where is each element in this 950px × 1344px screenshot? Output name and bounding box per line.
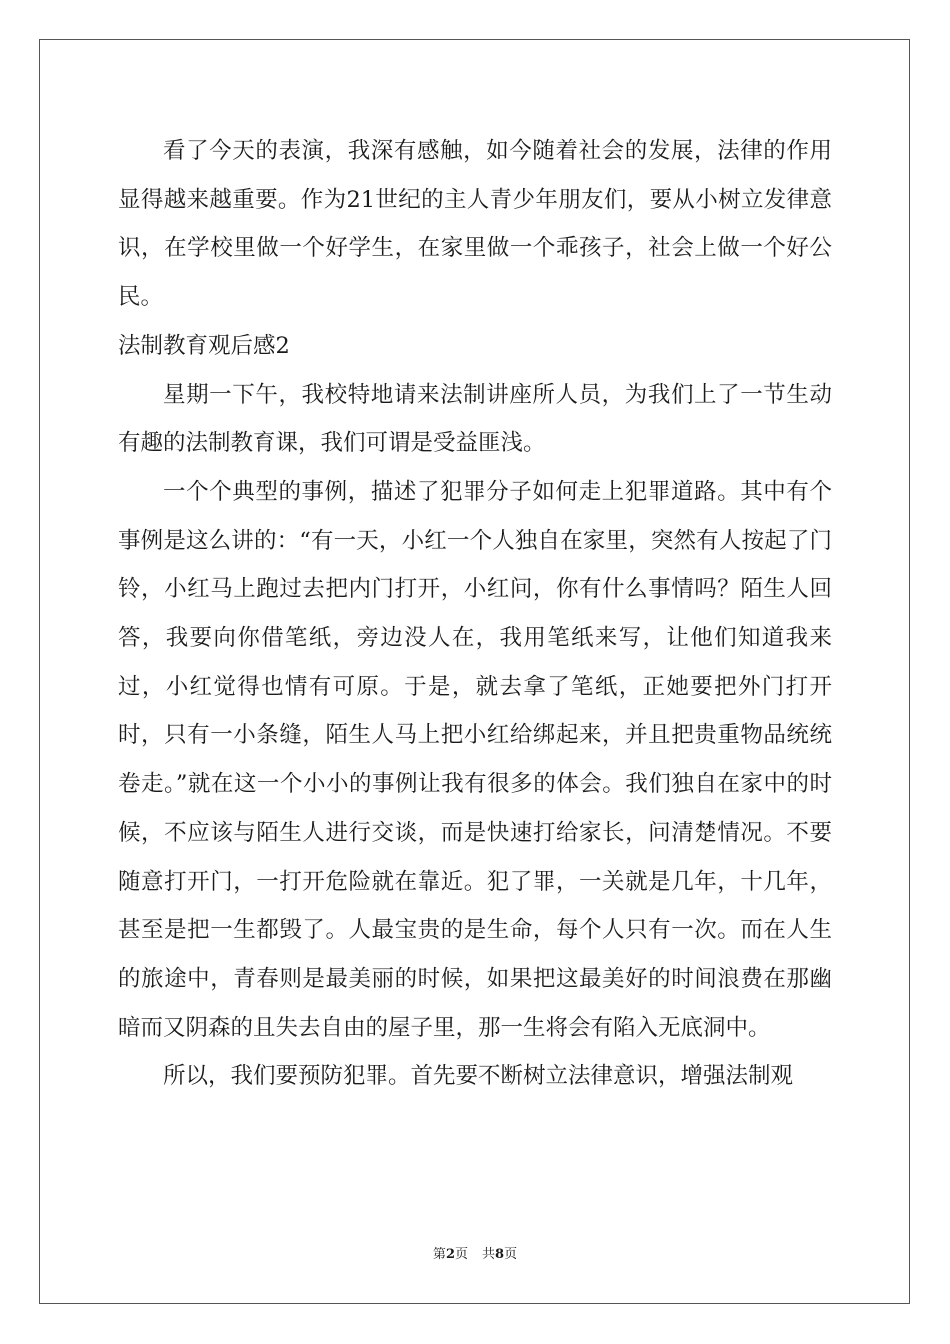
paragraph-2: 星期一下午，我校特地请来法制讲座所人员，为我们上了一节生动有趣的法制教育课，我们可谓是受益匪浅。 (118, 381, 832, 457)
page-suffix: 页 (454, 1247, 468, 1262)
paragraph-3: 一个个典型的事例，描述了犯罪分子如何走上犯罪道路。其中有个事例是这么讲的：“有一天，小红一个人独自在家里，突然有人按起了门铃，小红马上跑过去把内门打开，小红问，你有什么事情吗？陌生人回答，我要向你借笔纸，旁边没人在，我用笔纸来写，让他们知道我来过，小红觉得也情有可原。于是，就去拿了笔纸，正她要把外门打开时，只有一小条缝，陌生人马上把小红给绑起来，并且把贵重物品统统卷走。”就在这一个小小的事例让我有很多的体会。我们独自在家中的时候，不应该与陌生人进行交谈，而是快速打给家长，问清楚情况。不要随意打开门，一打开危险就在靠近。犯了罪，一关就是几年，十几年，甚至是把一生都毁了。人最宝贵的是生命，每个人只有一次。而在人生的旅途中，青春则是最美丽的时候，如果把这最美好的时间浪费在那幽暗而又阴森的且失去自由的屋子里，那一生将会有陷入无底洞中。 (118, 478, 832, 1041)
page-footer (0, 1246, 950, 1264)
paragraph-1: 看了今天的表演，我深有感触，如今随着社会的发展，法律的作用显得越来越重要。作为21世纪的主人青少年朋友们，要从小树立发律意识，在学校里做一个好学生，在家里做一个乖孩子，社会上做一个好公民。 (118, 138, 832, 311)
total-pages: 8 (495, 1247, 505, 1262)
document-body (118, 127, 832, 1101)
section-heading: 法制教育观后感2 (118, 332, 290, 359)
page-prefix: 第 (432, 1247, 446, 1262)
total-suffix: 页 (504, 1247, 518, 1262)
total-prefix: 共 (482, 1247, 496, 1262)
paragraph-4: 所以，我们要预防犯罪。首先要不断树立法律意识，增强法制观 (163, 1063, 794, 1090)
page-number: 2 (445, 1247, 455, 1262)
